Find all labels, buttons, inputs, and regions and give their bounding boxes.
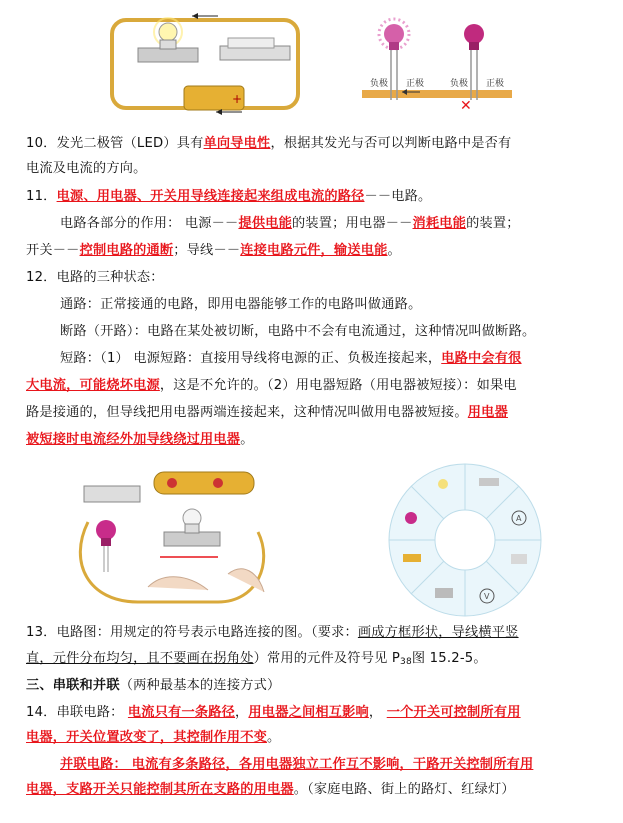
- item-11: 11．电源、用电器、开关用导线连接起来组成电流的路径－－电路。: [26, 189, 432, 204]
- led-label: 正极: [406, 79, 425, 89]
- svg-text:A: A: [516, 514, 522, 523]
- item-11-parts: 电路各部分的作用： 电源－－提供电能的装置；用电器－－消耗电能的装置；: [60, 216, 520, 231]
- svg-text:V: V: [484, 592, 490, 601]
- circuit-photo-top: [108, 10, 308, 120]
- parallel-circuit: 并联电路： 电流有多条路径，各用电器独立工作互不影响，干路开关控制所有用: [60, 757, 534, 772]
- item-12-short-4: 被短接时电流经外加导线绕过用电器。: [26, 432, 254, 447]
- led-figure: [362, 12, 512, 112]
- item-12-open: 通路：正常接通的电路，即用电器能够工作的电路叫做通路。: [60, 297, 422, 312]
- svg-text:+: +: [232, 92, 243, 106]
- item-10: 10．发光二极管（LED）具有单向导电性，根据其发光与否可以判断电路中是否有: [26, 136, 512, 151]
- item-12-broken: 断路（开路）：电路在某处被切断，电路中不会有电流通过，这种情况叫做断路。: [60, 324, 536, 339]
- item-14: 14．串联电路： 电流只有一条路径，用电器之间相互影响， 一个开关可控制所有用: [26, 705, 521, 720]
- item-11-parts-2: 开关－－控制电路的通断；导线－－连接电路元件，输送电能。: [26, 243, 401, 258]
- item-12-short-3: 路是接通的，但导线把用电器两端连接起来，这种情况叫做用电器被短接。用电器: [26, 405, 508, 420]
- item-12-short-2: 大电流，可能烧坏电源，这是不允许的。（2）用电器短路（用电器被短接）：如果电: [26, 378, 517, 393]
- led-label: 负极: [370, 79, 389, 89]
- item-13-line2: 直，元件分布均匀，且不要画在拐角处）常用的元件及符号见 $P_{38}$图 15.2-5。: [26, 651, 487, 667]
- item-14-line2: 电器，开关位置改变了，其控制作用不变。: [26, 730, 281, 745]
- led-label: 正极: [486, 79, 505, 89]
- item-12-title: 12．电路的三种状态：: [26, 270, 164, 285]
- section-3-heading: 三、串联和并联（两种最基本的连接方式）: [26, 678, 281, 693]
- parallel-circuit-2: 电器，支路开关只能控制其所在支路的用电器。（家庭电路、街上的路灯、红绿灯）: [26, 782, 515, 797]
- item-10-line2: 电流及电流的方向。: [26, 161, 147, 176]
- svg-text:✕: ✕: [460, 98, 472, 114]
- led-label: 负极: [450, 79, 469, 89]
- short-circuit-photo: [68, 462, 280, 612]
- item-12-short: 短路：（1） 电源短路：直接用导线将电源的正、负极连接起来，电路中会有很: [60, 351, 522, 366]
- item-13: 13．电路图：用规定的符号表示电路连接的图。（要求：画成方框形状，导线横平竖: [26, 625, 519, 640]
- symbol-wheel: [387, 462, 543, 618]
